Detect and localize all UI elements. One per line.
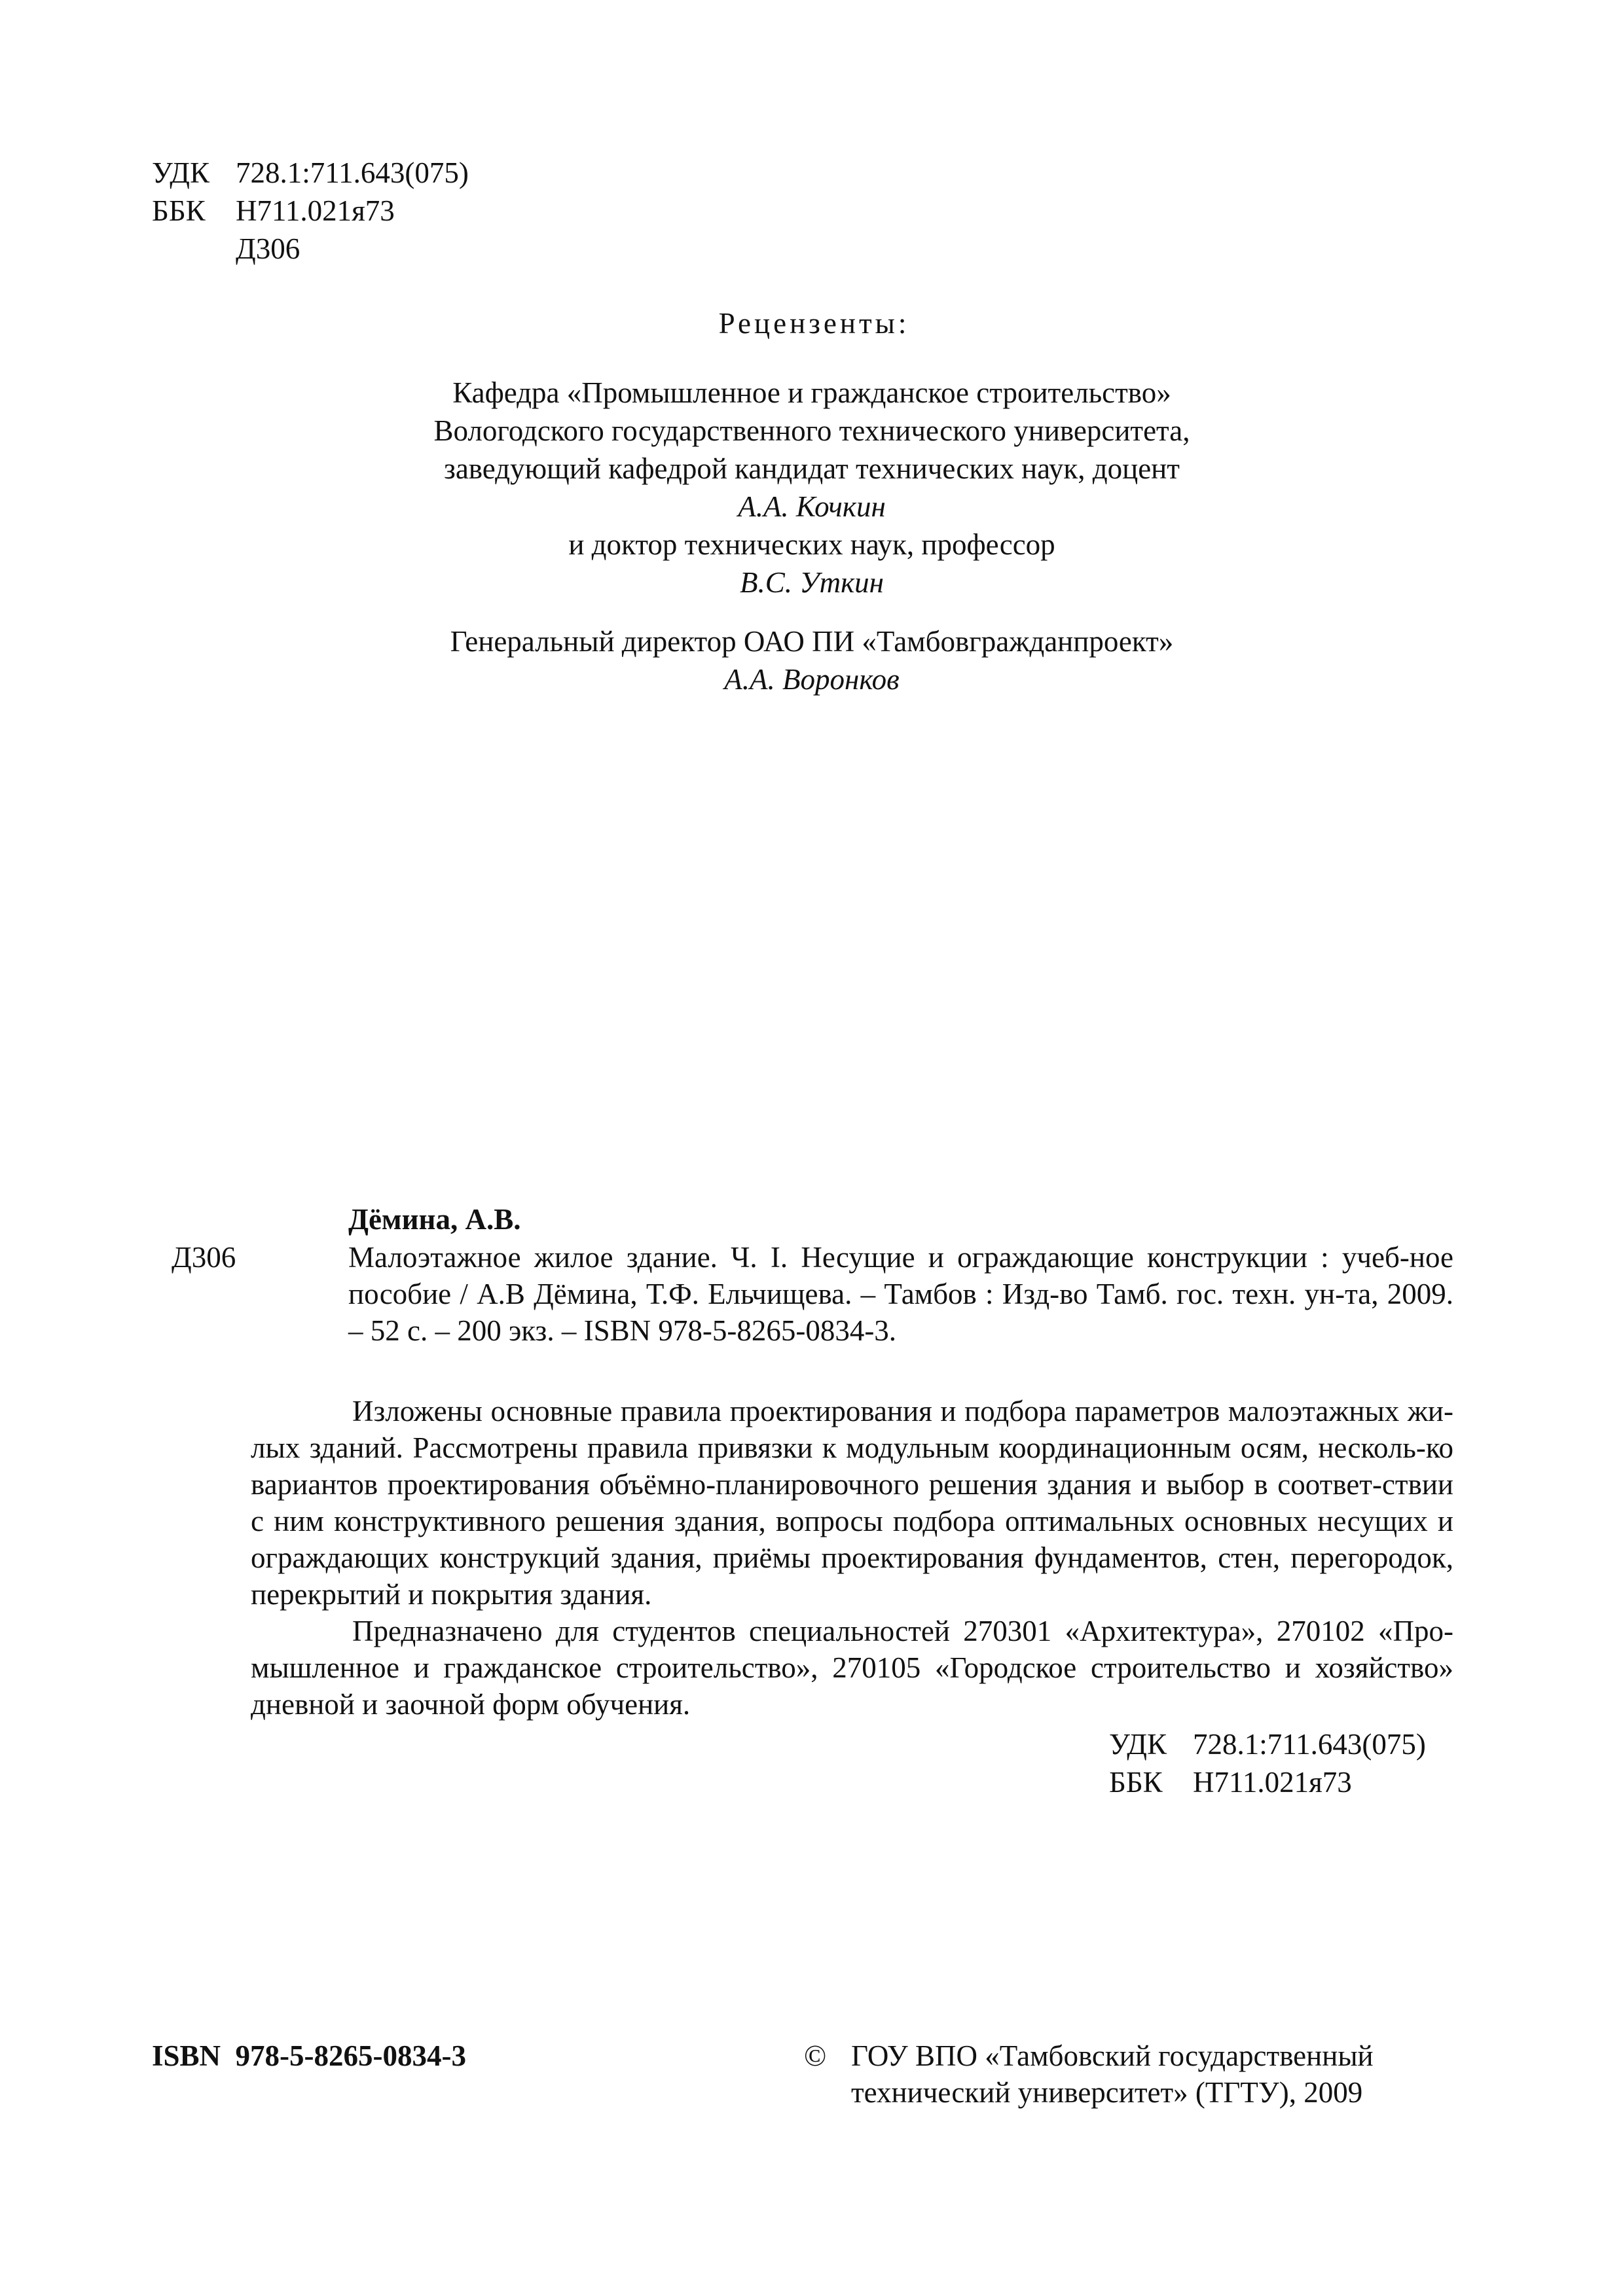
reviewer-org-line-2: Вологодского государственного технического университета, xyxy=(433,414,1190,447)
reviewers-block xyxy=(327,374,1296,699)
bbk-row xyxy=(152,192,469,230)
bottom-bbk-row xyxy=(1109,1764,1426,1802)
bottom-bbk-label: ББК xyxy=(1109,1766,1163,1799)
annotation-paragraph-1: Изложены основные правила проектирования и подбора параметров малоэтажных жи-лых зданий. Рассмотрены правила привязки к модульным координационным осям, несколь-ко вариантов проектирования объёмно-планировочного решения здания и выбор в соответ-ствии с ним конструктивного решения здания, вопросы подбора оптимальных основных несущих и ограждающих конструкций здания, приёмы проектирования фундаментов, стен, перегородок, перекрытий и покрытия здания. xyxy=(251,1395,1453,1611)
copyright-icon: © xyxy=(804,2039,827,2072)
bottom-udk-value: 728.1:711.643(075) xyxy=(1193,1728,1426,1761)
reviewer-name-2: В.С. Уткин xyxy=(740,566,884,599)
isbn: ISBN 978-5-8265-0834-3 xyxy=(152,2039,466,2072)
bib-author: Дёмина, А.В. xyxy=(348,1203,521,1236)
udk-label: УДК xyxy=(152,156,210,189)
copyright-line-1-row xyxy=(804,2037,1374,2074)
bbk-label: ББК xyxy=(152,194,206,227)
bottom-udk-row xyxy=(1109,1726,1426,1764)
reviewer-director-line: Генеральный директор ОАО ПИ «Тамбовгражданпроект» xyxy=(450,625,1174,658)
top-classification-codes xyxy=(152,154,469,268)
reviewer-org-line-3: заведующий кафедрой кандидат технических наук, доцент xyxy=(444,452,1180,485)
bib-record-text: Малоэтажное жилое здание. Ч. I. Несущие и ограждающие конструкции : учеб-ное пособие / А.В Дёмина, Т.Ф. Ельчищева. – Тамбов : Изд-во Тамб. гос. техн. ун-та, 2009. – 52 с. – 200 экз. – ISBN 978-5-8265-0834-3. xyxy=(348,1241,1453,1347)
bbk-value: Н711.021я73 xyxy=(236,194,395,227)
bottom-classification-codes xyxy=(1109,1726,1426,1802)
bib-author-mark: Д306 xyxy=(172,1241,236,1274)
copyright-line-1: ГОУ ВПО «Тамбовский государственный xyxy=(851,2039,1374,2072)
bib-record xyxy=(348,1239,1453,1349)
reviewer-name-1: А.А. Кочкин xyxy=(738,490,886,523)
udk-row xyxy=(152,154,469,192)
reviewer-and-line: и доктор технических наук, профессор xyxy=(568,528,1055,561)
copyright-line-2: технический университет» (ТГТУ), 2009 xyxy=(851,2076,1363,2109)
annotation-paragraph-2: Предназначено для студентов специальностей 270301 «Архитектура», 270102 «Про-мышленное и гражданское строительство», 270105 «Городское строительство и хозяйство» дневной и заочной форм обучения. xyxy=(251,1615,1453,1721)
reviewers-heading: Рецензенты: xyxy=(718,307,910,340)
reviewer-org-line-1: Кафедра «Промышленное и гражданское строительство» xyxy=(452,376,1171,409)
copyright xyxy=(804,2037,1374,2111)
bottom-udk-label: УДК xyxy=(1109,1728,1167,1761)
reviewer-name-3: А.А. Воронков xyxy=(724,663,900,696)
reviewers-heading-wrap xyxy=(0,305,1623,342)
author-mark: Д306 xyxy=(236,232,301,265)
annotation xyxy=(251,1393,1453,1723)
bottom-bbk-value: Н711.021я73 xyxy=(1193,1766,1352,1799)
udk-value: 728.1:711.643(075) xyxy=(236,156,469,189)
